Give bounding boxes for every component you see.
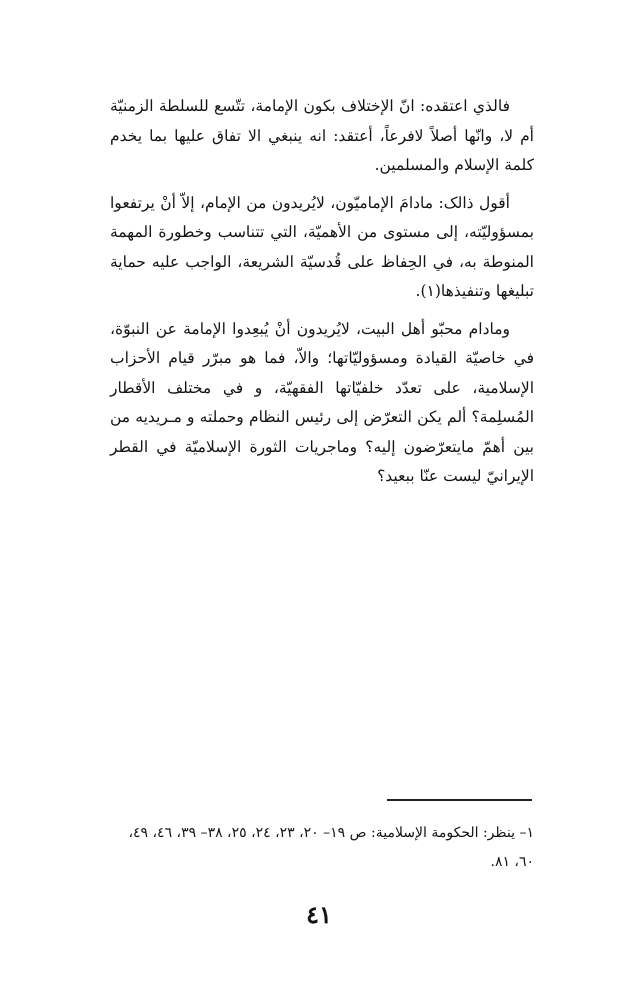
footnote: ١– ينظر: الحكومة الإسلامية: ص ١٩– ٢٠، ٢٣، ٢٤، ٢٥، ٣٨– ٣٩، ٤٦، ٤٩، ٦٠، ٨١. (128, 825, 534, 870)
footnote-separator (387, 799, 532, 801)
main-text (110, 92, 534, 500)
page-number: ٤١ (306, 900, 332, 929)
paragraph-1: فالذي اعتقده: انّ الإختلاف بكون الإمامة، تتّسع للسلطة الزمنيّة أم لا، وانّها أصلاً لافرعاً، أعتقد: انه ينبغي الا تفاق عليها بما يخدم كلمة الإسلام والمسلمين. (110, 97, 534, 174)
paragraph-2: أقول ذالک: مادامَ الإماميّون، لايُريدون من الإمام، إلاّ أنْ يرتفعوا بمسؤوليّته، إلى مستوى من الأهميّة، التي تتناسب وخطورة المهمة المنوطة به، في الحِفاظ على قُدسيّة الشريعة، الواجب عليه حماية تبليغها وتنفيذها(١). (110, 193, 534, 300)
paragraph-3: ومادام محبّو أهل البيت، لايُريدون أنْ يُبعِدوا الإمامة عن النبوّة، في خاصيّة القيادة ومسؤوليّاتها؛ والاّ، فما هو مبرّر قيام الأحزاب الإسلامية، على تعدّد خلفيّاتها الفقهيّة، و في مختلف الأقطار المُسلِمة؟ ألم يكن التعرّض إلى رئيس النظام وحملته و مـريديه من بين أهمّ مايتعرّضون إليه؟ وماجريات الثورة الإسلاميّة في القطر الإيرانيّ ليست عنّا ببعيد؟ (110, 319, 534, 485)
